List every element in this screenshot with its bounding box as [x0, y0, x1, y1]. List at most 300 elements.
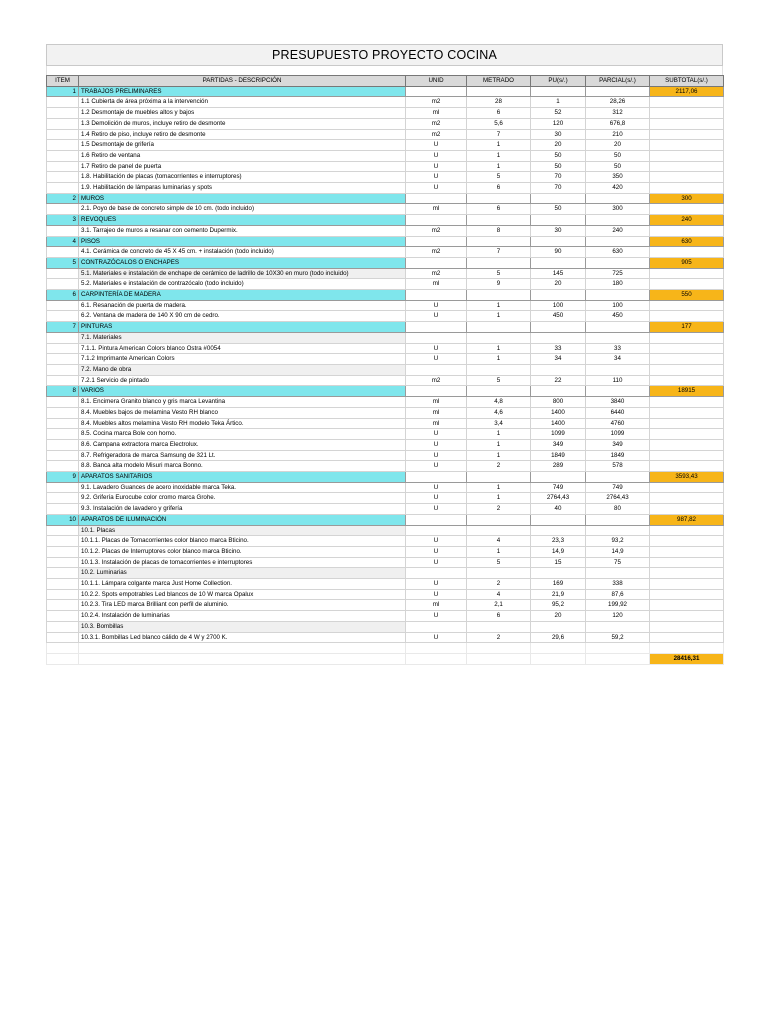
partial-cell[interactable]: 420 — [586, 183, 650, 194]
item-description[interactable]: 10.1. Placas — [79, 525, 406, 536]
partial-cell[interactable]: 676,8 — [586, 118, 650, 129]
subtotal-cell[interactable] — [650, 611, 724, 622]
partial-cell[interactable]: 4760 — [586, 418, 650, 429]
unit-price-cell[interactable]: 95,2 — [531, 600, 586, 611]
item-number[interactable] — [47, 579, 79, 590]
item-number[interactable] — [47, 311, 79, 322]
item-number[interactable]: 8 — [47, 386, 79, 397]
quantity-cell[interactable]: 1 — [467, 343, 531, 354]
item-description[interactable]: 5.2. Materiales e instalación de contrazócalo (todo incluido) — [79, 279, 406, 290]
partial-cell[interactable] — [586, 236, 650, 247]
unit-price-cell[interactable]: 30 — [531, 225, 586, 236]
partial-cell[interactable]: 28,26 — [586, 97, 650, 108]
partial-cell[interactable]: 725 — [586, 268, 650, 279]
partial-cell[interactable]: 180 — [586, 279, 650, 290]
header-item[interactable]: ITEM — [47, 76, 79, 87]
item-number[interactable] — [47, 375, 79, 386]
section-title[interactable]: CARPINTERÍA DE MADERA — [79, 290, 406, 301]
item-description[interactable]: 7.1. Materiales — [79, 332, 406, 343]
quantity-cell[interactable] — [467, 290, 531, 301]
item-description[interactable]: 8.6. Campana extractora marca Electrolux. — [79, 439, 406, 450]
unit-cell[interactable]: U — [406, 161, 467, 172]
section-title[interactable]: CONTRAZÓCALOS O ENCHAPES — [79, 257, 406, 268]
quantity-cell[interactable] — [467, 332, 531, 343]
quantity-cell[interactable]: 1 — [467, 482, 531, 493]
partial-cell[interactable]: 1099 — [586, 429, 650, 440]
unit-price-cell[interactable] — [531, 386, 586, 397]
cell[interactable] — [47, 653, 79, 664]
unit-price-cell[interactable]: 29,6 — [531, 632, 586, 643]
unit-price-cell[interactable] — [531, 332, 586, 343]
item-number[interactable] — [47, 600, 79, 611]
unit-cell[interactable] — [406, 364, 467, 375]
partial-cell[interactable]: 34 — [586, 354, 650, 365]
item-number[interactable] — [47, 439, 79, 450]
partial-cell[interactable]: 749 — [586, 482, 650, 493]
subtotal-cell[interactable]: 987,82 — [650, 514, 724, 525]
partial-cell[interactable]: 349 — [586, 439, 650, 450]
item-number[interactable] — [47, 632, 79, 643]
unit-cell[interactable]: U — [406, 461, 467, 472]
partial-cell[interactable]: 50 — [586, 150, 650, 161]
item-number[interactable] — [47, 108, 79, 119]
item-number[interactable] — [47, 279, 79, 290]
unit-price-cell[interactable]: 40 — [531, 504, 586, 515]
partial-cell[interactable]: 300 — [586, 204, 650, 215]
quantity-cell[interactable] — [467, 525, 531, 536]
item-number[interactable]: 3 — [47, 215, 79, 226]
partial-cell[interactable]: 14,9 — [586, 546, 650, 557]
subtotal-cell[interactable] — [650, 536, 724, 547]
quantity-cell[interactable]: 1 — [467, 150, 531, 161]
partial-cell[interactable]: 3840 — [586, 397, 650, 408]
subtotal-cell[interactable] — [650, 546, 724, 557]
unit-price-cell[interactable]: 14,9 — [531, 546, 586, 557]
section-title[interactable]: TRABAJOS PRELIMINARES — [79, 86, 406, 97]
item-description[interactable]: 10.2.4. Instalación de luminarias — [79, 611, 406, 622]
item-number[interactable] — [47, 97, 79, 108]
unit-cell[interactable] — [406, 332, 467, 343]
subtotal-cell[interactable] — [650, 375, 724, 386]
quantity-cell[interactable]: 9 — [467, 279, 531, 290]
unit-price-cell[interactable]: 70 — [531, 172, 586, 183]
unit-cell[interactable]: U — [406, 589, 467, 600]
subtotal-cell[interactable]: 18915 — [650, 386, 724, 397]
partial-cell[interactable]: 350 — [586, 172, 650, 183]
unit-cell[interactable]: U — [406, 536, 467, 547]
quantity-cell[interactable] — [467, 386, 531, 397]
quantity-cell[interactable] — [467, 472, 531, 483]
quantity-cell[interactable]: 2 — [467, 504, 531, 515]
section-title[interactable]: VARIOS — [79, 386, 406, 397]
item-description[interactable]: 6.1. Resanación de puerta de madera. — [79, 300, 406, 311]
unit-cell[interactable]: U — [406, 493, 467, 504]
subtotal-cell[interactable] — [650, 450, 724, 461]
item-description[interactable]: 7.1.2 Imprimante American Colors — [79, 354, 406, 365]
unit-price-cell[interactable]: 120 — [531, 118, 586, 129]
unit-cell[interactable] — [406, 568, 467, 579]
item-number[interactable] — [47, 300, 79, 311]
subtotal-cell[interactable] — [650, 504, 724, 515]
unit-price-cell[interactable]: 52 — [531, 108, 586, 119]
quantity-cell[interactable]: 28 — [467, 97, 531, 108]
subtotal-cell[interactable] — [650, 482, 724, 493]
item-number[interactable] — [47, 343, 79, 354]
subtotal-cell[interactable] — [650, 418, 724, 429]
header-partial[interactable]: PARCIAL(s/.) — [586, 76, 650, 87]
quantity-cell[interactable]: 2 — [467, 579, 531, 590]
subtotal-cell[interactable]: 630 — [650, 236, 724, 247]
section-title[interactable]: PISOS — [79, 236, 406, 247]
item-number[interactable] — [47, 557, 79, 568]
subtotal-cell[interactable] — [650, 557, 724, 568]
header-unit[interactable]: UNID — [406, 76, 467, 87]
unit-cell[interactable]: U — [406, 450, 467, 461]
subtotal-cell[interactable] — [650, 247, 724, 258]
unit-price-cell[interactable]: 1400 — [531, 418, 586, 429]
unit-cell[interactable]: m2 — [406, 97, 467, 108]
section-title[interactable]: MUROS — [79, 193, 406, 204]
item-description[interactable]: 8.4. Muebles bajos de melamina Vesto RH blanco — [79, 407, 406, 418]
partial-cell[interactable]: 110 — [586, 375, 650, 386]
item-number[interactable] — [47, 364, 79, 375]
unit-price-cell[interactable]: 20 — [531, 279, 586, 290]
quantity-cell[interactable]: 8 — [467, 225, 531, 236]
unit-price-cell[interactable] — [531, 525, 586, 536]
subtotal-cell[interactable] — [650, 279, 724, 290]
header-subtotal[interactable]: SUBTOTAL(s/.) — [650, 76, 724, 87]
item-number[interactable] — [47, 172, 79, 183]
partial-cell[interactable]: 630 — [586, 247, 650, 258]
unit-cell[interactable]: m2 — [406, 247, 467, 258]
unit-cell[interactable]: U — [406, 482, 467, 493]
item-description[interactable]: 10.3.1. Bombillas Led blanco cálido de 4 W y 2700 K. — [79, 632, 406, 643]
quantity-cell[interactable]: 7 — [467, 247, 531, 258]
grand-total-cell[interactable]: 28416,31 — [650, 653, 724, 664]
unit-price-cell[interactable]: 749 — [531, 482, 586, 493]
unit-price-cell[interactable]: 20 — [531, 611, 586, 622]
item-description[interactable]: 10.1.1. Placas de Tomacorrientes color blanco marca Bticino. — [79, 536, 406, 547]
partial-cell[interactable] — [586, 472, 650, 483]
partial-cell[interactable] — [586, 525, 650, 536]
item-number[interactable] — [47, 150, 79, 161]
quantity-cell[interactable]: 1 — [467, 450, 531, 461]
item-number[interactable] — [47, 161, 79, 172]
item-number[interactable] — [47, 536, 79, 547]
item-description[interactable]: 5.1. Materiales e instalación de enchape de cerámico de ladrillo de 10X30 en muro (todo incluido) — [79, 268, 406, 279]
item-description[interactable]: 9.1. Lavadero Guances de acero inoxidable marca Teka. — [79, 482, 406, 493]
item-description[interactable]: 8.5. Cocina marca Bole con horno. — [79, 429, 406, 440]
quantity-cell[interactable]: 2 — [467, 632, 531, 643]
unit-price-cell[interactable]: 34 — [531, 354, 586, 365]
subtotal-cell[interactable] — [650, 397, 724, 408]
unit-cell[interactable]: U — [406, 429, 467, 440]
unit-cell[interactable] — [406, 236, 467, 247]
subtotal-cell[interactable] — [650, 268, 724, 279]
item-description[interactable]: 9.2. Grifería Eurocube color cromo marca Grohe. — [79, 493, 406, 504]
unit-price-cell[interactable]: 2764,43 — [531, 493, 586, 504]
quantity-cell[interactable] — [467, 621, 531, 632]
item-number[interactable] — [47, 332, 79, 343]
subtotal-cell[interactable] — [650, 439, 724, 450]
quantity-cell[interactable]: 6 — [467, 611, 531, 622]
quantity-cell[interactable]: 2 — [467, 461, 531, 472]
partial-cell[interactable]: 87,6 — [586, 589, 650, 600]
item-description[interactable]: 1.3 Demolición de muros, incluye retiro de desmonte — [79, 118, 406, 129]
cell[interactable] — [47, 643, 79, 654]
item-number[interactable] — [47, 525, 79, 536]
unit-cell[interactable]: m2 — [406, 118, 467, 129]
unit-cell[interactable]: U — [406, 439, 467, 450]
unit-price-cell[interactable]: 23,3 — [531, 536, 586, 547]
quantity-cell[interactable]: 5,6 — [467, 118, 531, 129]
partial-cell[interactable]: 210 — [586, 129, 650, 140]
cell[interactable] — [467, 653, 531, 664]
partial-cell[interactable]: 120 — [586, 611, 650, 622]
quantity-cell[interactable]: 6 — [467, 183, 531, 194]
item-description[interactable]: 1.4 Retiro de piso, incluye retiro de desmonte — [79, 129, 406, 140]
item-number[interactable] — [47, 504, 79, 515]
quantity-cell[interactable] — [467, 257, 531, 268]
partial-cell[interactable]: 312 — [586, 108, 650, 119]
quantity-cell[interactable]: 1 — [467, 439, 531, 450]
cell[interactable] — [650, 643, 724, 654]
item-description[interactable]: 8.1. Encimera Granito blanco y gris marca Levantina — [79, 397, 406, 408]
partial-cell[interactable]: 1849 — [586, 450, 650, 461]
quantity-cell[interactable]: 1 — [467, 493, 531, 504]
unit-cell[interactable]: U — [406, 546, 467, 557]
subtotal-cell[interactable] — [650, 225, 724, 236]
item-description[interactable]: 10.1.2. Placas de Interruptores color blanco marca Bticino. — [79, 546, 406, 557]
cell[interactable] — [531, 653, 586, 664]
partial-cell[interactable] — [586, 621, 650, 632]
item-number[interactable]: 1 — [47, 86, 79, 97]
unit-cell[interactable] — [406, 322, 467, 333]
item-description[interactable]: 8.4. Muebles altos melamina Vesto RH modelo Teka Ártico. — [79, 418, 406, 429]
sheet-title[interactable]: PRESUPUESTO PROYECTO COCINA — [46, 44, 723, 66]
unit-cell[interactable]: ml — [406, 204, 467, 215]
unit-price-cell[interactable] — [531, 86, 586, 97]
cell[interactable] — [79, 643, 406, 654]
partial-cell[interactable]: 59,2 — [586, 632, 650, 643]
partial-cell[interactable] — [586, 257, 650, 268]
partial-cell[interactable]: 2764,43 — [586, 493, 650, 504]
subtotal-cell[interactable] — [650, 183, 724, 194]
unit-price-cell[interactable]: 22 — [531, 375, 586, 386]
partial-cell[interactable] — [586, 386, 650, 397]
item-description[interactable]: 1.8. Habilitación de placas (tomacorrientes e interruptores) — [79, 172, 406, 183]
item-number[interactable]: 2 — [47, 193, 79, 204]
unit-cell[interactable]: U — [406, 172, 467, 183]
unit-cell[interactable]: m2 — [406, 129, 467, 140]
item-description[interactable]: 4.1. Cerámica de concreto de 45 X 45 cm. + instalación (todo incluido) — [79, 247, 406, 258]
quantity-cell[interactable]: 1 — [467, 161, 531, 172]
item-number[interactable] — [47, 354, 79, 365]
subtotal-cell[interactable] — [650, 525, 724, 536]
unit-price-cell[interactable]: 1 — [531, 97, 586, 108]
quantity-cell[interactable]: 1 — [467, 300, 531, 311]
partial-cell[interactable] — [586, 193, 650, 204]
item-number[interactable] — [47, 407, 79, 418]
item-number[interactable]: 9 — [47, 472, 79, 483]
subtotal-cell[interactable] — [650, 311, 724, 322]
item-number[interactable] — [47, 493, 79, 504]
unit-price-cell[interactable]: 169 — [531, 579, 586, 590]
unit-cell[interactable] — [406, 386, 467, 397]
quantity-cell[interactable]: 6 — [467, 108, 531, 119]
item-description[interactable]: 8.8. Banca alta modelo Misuri marca Bonno. — [79, 461, 406, 472]
partial-cell[interactable]: 450 — [586, 311, 650, 322]
unit-price-cell[interactable]: 15 — [531, 557, 586, 568]
item-description[interactable]: 10.2. Luminarias — [79, 568, 406, 579]
partial-cell[interactable] — [586, 364, 650, 375]
unit-cell[interactable]: U — [406, 632, 467, 643]
cell[interactable] — [467, 643, 531, 654]
unit-price-cell[interactable]: 33 — [531, 343, 586, 354]
quantity-cell[interactable] — [467, 568, 531, 579]
partial-cell[interactable] — [586, 514, 650, 525]
subtotal-cell[interactable] — [650, 589, 724, 600]
subtotal-cell[interactable] — [650, 300, 724, 311]
unit-cell[interactable] — [406, 215, 467, 226]
unit-price-cell[interactable]: 349 — [531, 439, 586, 450]
item-number[interactable]: 4 — [47, 236, 79, 247]
partial-cell[interactable]: 338 — [586, 579, 650, 590]
quantity-cell[interactable]: 1 — [467, 140, 531, 151]
partial-cell[interactable]: 199,92 — [586, 600, 650, 611]
partial-cell[interactable]: 75 — [586, 557, 650, 568]
item-number[interactable] — [47, 268, 79, 279]
item-description[interactable]: 1.5 Desmontaje de grifería — [79, 140, 406, 151]
unit-price-cell[interactable] — [531, 364, 586, 375]
subtotal-cell[interactable] — [650, 354, 724, 365]
partial-cell[interactable]: 93,2 — [586, 536, 650, 547]
unit-price-cell[interactable] — [531, 472, 586, 483]
subtotal-cell[interactable]: 905 — [650, 257, 724, 268]
subtotal-cell[interactable] — [650, 118, 724, 129]
section-title[interactable]: PINTURAS — [79, 322, 406, 333]
quantity-cell[interactable] — [467, 322, 531, 333]
partial-cell[interactable] — [586, 332, 650, 343]
unit-price-cell[interactable]: 289 — [531, 461, 586, 472]
quantity-cell[interactable]: 5 — [467, 375, 531, 386]
item-number[interactable] — [47, 118, 79, 129]
quantity-cell[interactable]: 5 — [467, 557, 531, 568]
unit-cell[interactable] — [406, 621, 467, 632]
partial-cell[interactable] — [586, 215, 650, 226]
quantity-cell[interactable]: 6 — [467, 204, 531, 215]
item-number[interactable] — [47, 225, 79, 236]
unit-price-cell[interactable] — [531, 236, 586, 247]
unit-cell[interactable]: ml — [406, 397, 467, 408]
unit-price-cell[interactable]: 100 — [531, 300, 586, 311]
cell[interactable] — [79, 653, 406, 664]
cell[interactable] — [586, 643, 650, 654]
unit-cell[interactable]: U — [406, 557, 467, 568]
unit-cell[interactable] — [406, 257, 467, 268]
cell[interactable] — [406, 643, 467, 654]
subtotal-cell[interactable] — [650, 140, 724, 151]
unit-cell[interactable] — [406, 290, 467, 301]
unit-price-cell[interactable] — [531, 322, 586, 333]
subtotal-cell[interactable] — [650, 429, 724, 440]
header-description[interactable]: PARTIDAS - DESCRIPCIÓN — [79, 76, 406, 87]
header-unit-price[interactable]: PU(s/.) — [531, 76, 586, 87]
subtotal-cell[interactable]: 550 — [650, 290, 724, 301]
item-number[interactable] — [47, 461, 79, 472]
unit-cell[interactable]: U — [406, 504, 467, 515]
unit-price-cell[interactable] — [531, 621, 586, 632]
quantity-cell[interactable]: 1 — [467, 546, 531, 557]
subtotal-cell[interactable] — [650, 332, 724, 343]
unit-price-cell[interactable] — [531, 568, 586, 579]
item-number[interactable] — [47, 589, 79, 600]
item-number[interactable]: 6 — [47, 290, 79, 301]
unit-cell[interactable]: U — [406, 150, 467, 161]
unit-cell[interactable]: U — [406, 579, 467, 590]
subtotal-cell[interactable] — [650, 129, 724, 140]
item-number[interactable] — [47, 450, 79, 461]
partial-cell[interactable] — [586, 86, 650, 97]
unit-price-cell[interactable]: 800 — [531, 397, 586, 408]
item-number[interactable] — [47, 129, 79, 140]
item-number[interactable] — [47, 621, 79, 632]
item-number[interactable]: 7 — [47, 322, 79, 333]
subtotal-cell[interactable]: 3593,43 — [650, 472, 724, 483]
subtotal-cell[interactable] — [650, 108, 724, 119]
unit-cell[interactable]: ml — [406, 108, 467, 119]
item-description[interactable]: 10.3. Bombillas — [79, 621, 406, 632]
unit-cell[interactable]: m2 — [406, 268, 467, 279]
quantity-cell[interactable]: 5 — [467, 268, 531, 279]
item-description[interactable]: 7.2. Mano de obra — [79, 364, 406, 375]
unit-price-cell[interactable]: 50 — [531, 150, 586, 161]
unit-price-cell[interactable]: 30 — [531, 129, 586, 140]
unit-cell[interactable]: ml — [406, 418, 467, 429]
unit-cell[interactable]: U — [406, 343, 467, 354]
unit-cell[interactable]: m2 — [406, 225, 467, 236]
partial-cell[interactable] — [586, 568, 650, 579]
partial-cell[interactable]: 33 — [586, 343, 650, 354]
item-number[interactable] — [47, 482, 79, 493]
partial-cell[interactable]: 20 — [586, 140, 650, 151]
subtotal-cell[interactable] — [650, 407, 724, 418]
unit-price-cell[interactable]: 50 — [531, 204, 586, 215]
unit-price-cell[interactable]: 20 — [531, 140, 586, 151]
item-description[interactable]: 1.7 Retiro de panel de puerta — [79, 161, 406, 172]
item-number[interactable] — [47, 397, 79, 408]
unit-price-cell[interactable] — [531, 290, 586, 301]
subtotal-cell[interactable]: 300 — [650, 193, 724, 204]
subtotal-cell[interactable] — [650, 461, 724, 472]
quantity-cell[interactable]: 1 — [467, 354, 531, 365]
unit-price-cell[interactable]: 450 — [531, 311, 586, 322]
subtotal-cell[interactable] — [650, 172, 724, 183]
subtotal-cell[interactable] — [650, 150, 724, 161]
unit-cell[interactable] — [406, 86, 467, 97]
item-number[interactable] — [47, 568, 79, 579]
subtotal-cell[interactable] — [650, 621, 724, 632]
unit-price-cell[interactable] — [531, 514, 586, 525]
unit-price-cell[interactable]: 1849 — [531, 450, 586, 461]
unit-cell[interactable]: U — [406, 300, 467, 311]
subtotal-cell[interactable] — [650, 568, 724, 579]
header-quantity[interactable]: METRADO — [467, 76, 531, 87]
item-description[interactable]: 10.1.1. Lámpara colgante marca Just Home Collection. — [79, 579, 406, 590]
item-description[interactable]: 7.2.1 Servicio de pintado — [79, 375, 406, 386]
item-number[interactable] — [47, 247, 79, 258]
item-number[interactable] — [47, 418, 79, 429]
